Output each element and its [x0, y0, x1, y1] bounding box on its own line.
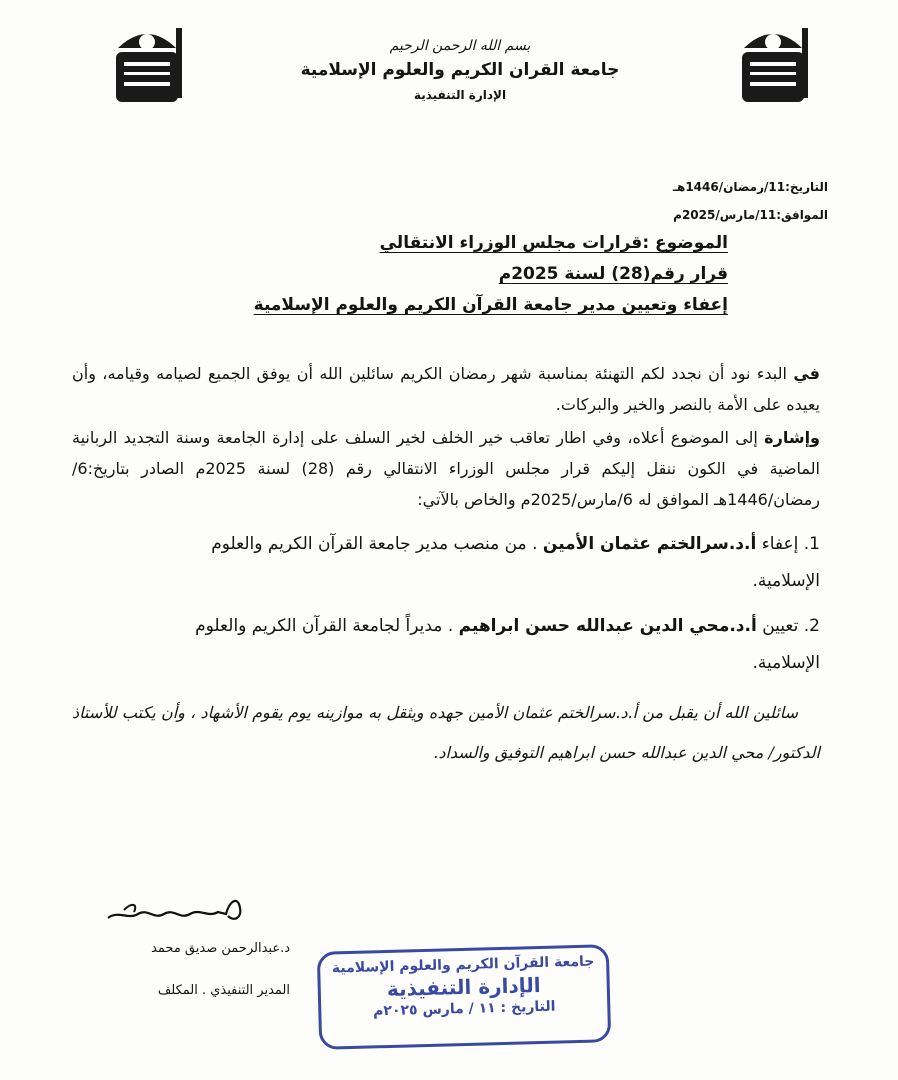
university-logo-right: [736, 18, 810, 110]
university-name: جامعة القران الكريم والعلوم الإسلامية: [300, 60, 620, 80]
item2-suffix: . مديراً لجامعة القرآن الكريم والعلوم: [195, 616, 459, 636]
greeting-text: البدء نود أن نجدد لكم التهنئة بمناسبة شهر رمضان الكريم سائلين الله أن يوفق الجميع لصيامه وقيامه، وأن يعيده على الأمة بالنصر والخير والبركات.: [72, 364, 820, 414]
decision-number: قرار رقم(28) لسنة 2025م: [498, 264, 728, 284]
decision-item-2: [72, 611, 820, 642]
department-name: الإدارة التنفيذية: [413, 88, 507, 102]
basmala: بسم الله الرحمن الرحيم: [389, 38, 531, 54]
stamp-university: جامعة القرآن الكريم والعلوم الإسلامية: [331, 953, 595, 977]
logo-emblem-icon: [736, 18, 810, 110]
appointed-name: أ.د.محي الدين عبدالله حسن ابراهيم: [458, 616, 757, 636]
stamp-date: التاريخ : ١١ / مارس ٢٠٢٥م: [372, 998, 556, 1020]
subject-line: الموضوع :قرارات مجلس الوزراء الانتقالي: [379, 233, 728, 253]
official-stamp: [317, 944, 611, 1050]
decision-item-1: [72, 529, 820, 560]
decision-item-1-cont: الإسلامية.: [752, 571, 820, 591]
letterhead: [250, 38, 670, 102]
signer-block: [70, 928, 290, 1012]
gregorian-date: الموافق:11/مارس/2025م: [673, 208, 828, 222]
logo-emblem-icon: [110, 18, 184, 110]
dismissed-name: أ.د.سرالختم عثمان الأمين: [542, 534, 757, 554]
item1-prefix: 1. إعفاء: [756, 534, 820, 554]
greeting-paragraph: [72, 358, 820, 420]
greeting-lead: في: [793, 364, 820, 383]
reference-lead: وإشارة: [764, 428, 820, 447]
reference-paragraph: [72, 422, 820, 515]
reference-text: إلى الموضوع أعلاه، وفي اطار تعاقب خير الخلف لخير السلف على إدارة الجامعة وسنة التجديد الربانية الماضية في الكون ننقل إليكم قرار مجلس الوزراء الانتقالي رقم (28) لسنة 2025م الصادر بتاريخ:6/رمضان/1446هـ الموافق له 6/مارس/2025م والخاص بالآتي:: [72, 428, 821, 509]
date-block: [673, 173, 828, 229]
item1-suffix: . من منصب مدير جامعة القرآن الكريم والعلوم: [211, 534, 543, 554]
signer-title: المدير التنفيذي . المكلف: [157, 983, 290, 998]
university-logo-left: [110, 18, 184, 110]
item2-prefix: 2. تعيين: [756, 616, 820, 636]
letter-body: [72, 358, 820, 773]
signer-name: د.عبدالرحمن صديق محمد: [151, 941, 290, 956]
hijri-date: التاريخ:11/رمضان/1446هـ: [672, 180, 828, 194]
decision-title: إعفاء وتعيين مدير جامعة القرآن الكريم والعلوم الإسلامية: [253, 295, 728, 315]
stamp-department: الإدارة التنفيذية: [386, 972, 541, 1002]
subject-block: [168, 228, 728, 321]
closing-paragraph: سائلين الله أن يقبل من أ.د.سرالختم عثمان الأمين جهده ويثقل به موازينه يوم يقوم الأشهاد ، وأن يكتب للأستاذ الدكتور/ محي الدين عبدالله حسن ابراهيم التوفيق والسداد.: [72, 703, 820, 762]
decision-item-2-cont: الإسلامية.: [752, 653, 820, 673]
